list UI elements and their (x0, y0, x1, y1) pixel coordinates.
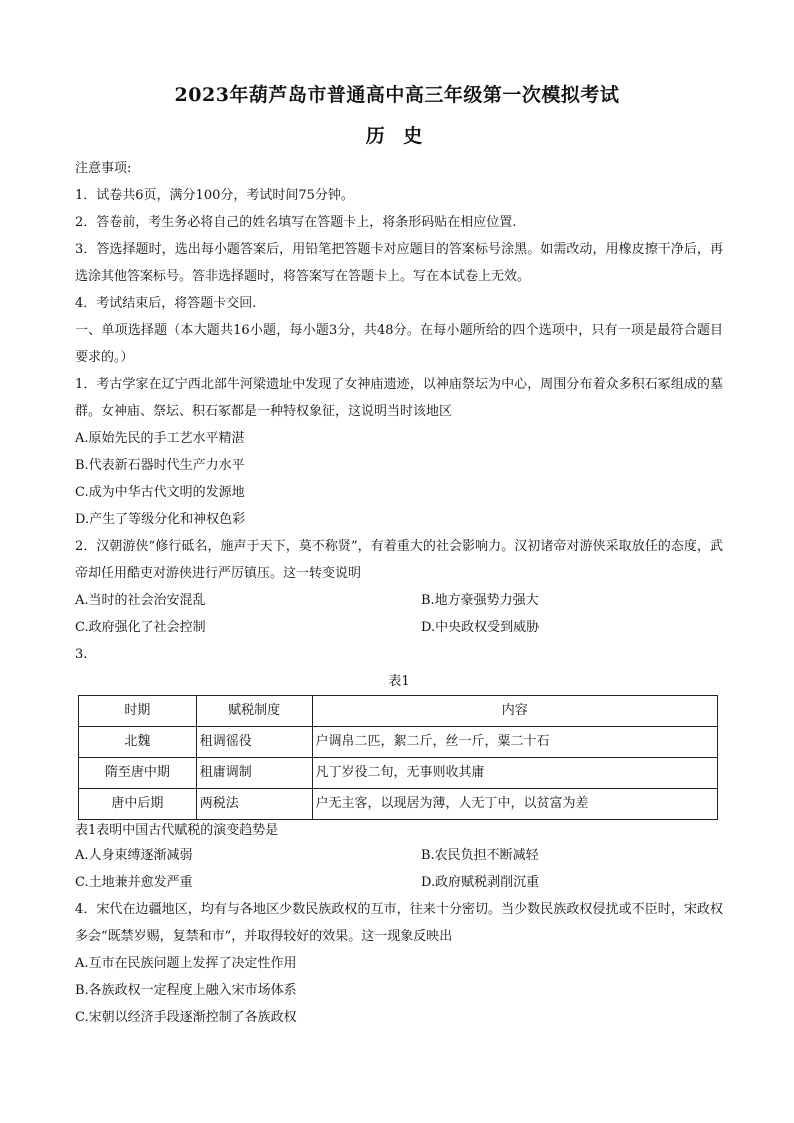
q1-option-c: C.成为中华古代文明的发源地 (75, 485, 245, 500)
table-cell-period: 唐中后期 (79, 789, 197, 820)
q4-option-b: B.各族政权一定程度上融入宋市场体系 (75, 983, 297, 998)
exam-content (75, 155, 723, 1031)
table-cell-content: 户无主客，以现居为薄，人无丁中，以贫富为差 (312, 789, 717, 820)
q1-option-a: A.原始先民的手工艺水平精湛 (75, 431, 245, 446)
q3-option-c: C.土地兼并愈发严重 (75, 875, 193, 890)
exam-title: 2023年葫芦岛市普通高中高三年级第一次模拟考试 (174, 84, 620, 106)
table-cell-period: 隋至唐中期 (79, 758, 197, 789)
q3-option-d: D.政府赋税剥削沉重 (421, 875, 540, 890)
q3-option-a: A.人身束缚逐渐减弱 (75, 848, 193, 863)
notice-heading: 注意事项: (75, 161, 132, 176)
notice-item-3: 3．答选择题时，选出每小题答案后，用铅笔把答题卡对应题目的答案标号涂黑。如需改动，用橡皮擦干净后，再选涂其他答案标号。答非选择题时，将答案写在答题卡上。写在本试卷上无效。 (75, 242, 723, 284)
table-header-cell: 内容 (312, 696, 717, 727)
table-cell-content: 凡丁岁役二旬，无事则收其庸 (312, 758, 717, 789)
q1-stem: 1．考古学家在辽宁西北部牛河梁遗址中发现了女神庙遗迹，以神庙祭坛为中心，周围分布着众多积石冢组成的墓群。女神庙、祭坛、积石冢都是一种特权象征，这说明当时该地区 (75, 377, 723, 419)
q3-options (75, 842, 723, 896)
notice-item-4: 4．考试结束后，将答题卡交回. (75, 296, 257, 311)
q1-option-b: B.代表新石器时代生产力水平 (75, 458, 245, 473)
subject-title: 历 史 (365, 125, 429, 147)
q2-options (75, 587, 723, 641)
notice-item-2: 2．答卷前，考生务必将自己的姓名填写在答题卡上，将条形码贴在相应位置. (75, 215, 517, 230)
notice-item-1: 1．试卷共6页，满分100分，考试时间75分钟。 (75, 188, 354, 203)
q3-stem: 表1表明中国古代赋税的演变趋势是 (75, 823, 279, 838)
q2-stem: 2．汉朝游侠“修行砥名，施声于天下，莫不称贤”，有着重大的社会影响力。汉初诸帝对游侠采取放任的态度，武帝却任用酷吏对游侠进行严厉镇压。这一转变说明 (75, 539, 723, 581)
section-heading: 一、单项选择题（本大题共16小题，每小题3分，共48分。在每小题所给的四个选项中，只有一项是最符合题目要求的。） (75, 323, 723, 365)
q2-option-c: C.政府强化了社会控制 (75, 620, 206, 635)
table-header-row (79, 696, 718, 727)
q3-option-b: B.农民负担不断减轻 (421, 848, 539, 863)
tax-table (78, 695, 718, 820)
table-header-cell: 时期 (79, 696, 197, 727)
q2-option-a: A.当时的社会治安混乱 (75, 593, 206, 608)
q1-option-d: D.产生了等级分化和神权色彩 (75, 512, 246, 527)
table-row (79, 789, 718, 820)
q4-option-a: A.互市在民族问题上发挥了决定性作用 (75, 956, 297, 971)
table-header-cell: 赋税制度 (196, 696, 312, 727)
table-cell-system: 租庸调制 (196, 758, 312, 789)
table-row (79, 758, 718, 789)
table-cell-content: 户调帛二匹，絮二斤，丝一斤，粟二十石 (312, 727, 717, 758)
q4-stem: 4．宋代在边疆地区，均有与各地区少数民族政权的互市，往来十分密切。当少数民族政权侵扰或不臣时，宋政权多会“既禁岁赐，复禁和市”，并取得较好的效果。这一现象反映出 (75, 902, 723, 944)
q2-option-d: D.中央政权受到威胁 (421, 620, 540, 635)
q3-number: 3. (75, 647, 88, 662)
q4-option-c: C.宋朝以经济手段逐渐控制了各族政权 (75, 1010, 297, 1025)
table-cell-period: 北魏 (79, 727, 197, 758)
table-cell-system: 租调徭役 (196, 727, 312, 758)
q2-option-b: B.地方豪强势力强大 (421, 593, 539, 608)
q3-table-caption: 表1 (388, 674, 410, 689)
table-cell-system: 两税法 (196, 789, 312, 820)
table-row (79, 727, 718, 758)
